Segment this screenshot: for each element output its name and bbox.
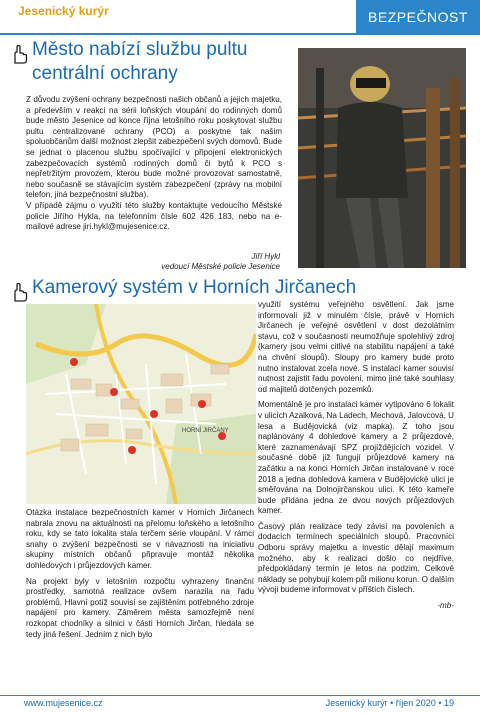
page-header: [0, 0, 480, 34]
article1-paragraph: V případě zájmu o využití této služby kontaktujte vedoucího Městské policie Jiřího Hykla, na telefonním čísle 602 426 183, nebo na e-mailové adrese jiri.hykl@mujesenice.cz.: [26, 200, 282, 232]
pointing-hand-icon: [10, 282, 30, 302]
article2-paragraph: využití systému veřejného osvětlení. Jak jsme informovali již v minulém čísle, právě v Horních Jirčanech je veřejné osvětlení v dost dezolátním stavu, což v současnosti neumožňuje spolehlivý zdroj (kamery jsou velmi citlivé na stabilitu napájení a také na chvění sloupů). Sloupy pro kamery bude proto nutno instalovat zcela nové. S instalací kamer souvisí nutnost zajistit řadu povolení, mimo jiné také souhlasy od majitelů dotčených pozemků.: [258, 300, 454, 394]
article2-paragraph: Na projekt byly v letošním rozpočtu vyhrazeny finanční prostředky, samotná realizace ovšem narazila na řadu problémů. Hlavní potíž souvisí se zajištěním potřebného zdroje napájení pro kamery. Záměrem města samozřejmě není rozkopat chodníky a silnici v části Horních Jirčan, hledala se tedy jiná řešení. Jedním z nich bylo: [26, 576, 254, 639]
brand-name: Jesenický kurýr: [18, 4, 109, 18]
camera-locations-map: [26, 304, 256, 504]
article1-signature: [161, 252, 280, 273]
article1-title: Město nabízí službu pultu centrální ochrany: [32, 39, 248, 84]
article2-title: Kamerový systém v Horních Jirčanech: [32, 277, 357, 298]
article2-right-column: [258, 300, 454, 612]
map-area-label: HORNÍ JIRČANY: [182, 428, 229, 434]
article1-body: [26, 95, 282, 233]
page-footer: [0, 695, 480, 714]
footer-issue: Jesenický kurýr • říjen 2020 • 19: [325, 698, 454, 708]
article2-paragraph: Časový plán realizace tedy závisí na povoleních a dodacích termínech speciálních sloupů. Pracovníci Odboru správy majetku a investic dělají maximum možného, aby k realizaci došlo co nejdříve, předpokládaný termín je letos na podzim. Celkové náklady se pohybují kolem půl milionu korun. O dalším vývoji budeme informovat v příštích číslech.: [258, 521, 454, 595]
header-rule: [0, 33, 480, 35]
section-tab: BEZPEČNOST: [356, 0, 480, 34]
article1-paragraph: Z důvodu zvýšení ochrany bezpečnosti našich občanů a jejich majetku, a především v reakci na sérii loňských vloupání do rodinných domů bude město Jesenice od konce října letošního roku poskytovat službu pultu centralizované ochrany (PCO) a poskytne tak našim spoluobčanům další možnost zlepšit zabezpečení svých domovů. Bude se jednat o placenou službu spočívající v připojení elektronických zabezpečovacích systémů rodinných domů či bytů k PCO s nepřetržitým provozem, kterou bude možné provozovat samostatně, nebo současně se stávajícím systém zabezpečení (zprávy na mobilní telefon, jiná bezpečnostní služba).: [26, 95, 282, 200]
article2-paragraph: Otázka instalace bezpečnostních kamer v Horních Jirčanech nabrala znovu na aktuálnosti na přelomu loňského a letošního roku, kdy se tato lokalita stala terčem série vloupání. V rámci snahy o zvýšení bezpečnosti se v návaznosti na iniciativu skupiny místních občanů připravuje montáž několika dohledových i průjezdových kamer.: [26, 508, 254, 570]
security-camera-photo: [298, 48, 466, 268]
signature-name: Jiří Hykl: [251, 252, 280, 261]
article2-left-column: [26, 508, 254, 645]
footer-url[interactable]: www.mujesenice.cz: [24, 698, 103, 708]
article2-author: -mb-: [437, 601, 454, 611]
signature-role: vedoucí Městské policie Jesenice: [161, 262, 280, 272]
pointing-hand-icon: [10, 44, 30, 64]
article2-paragraph: Momentálně je pro instalaci kamer vytipováno 6 lokalit v ulicích Azalková, Na Ladech, Mechová, Jalovcová, U lesa a Budějovická (viz mapka). Z toho jsou naplánovány 4 dohledové kamery a 2 průjezdové, které zaznamenávají SPZ projíždějících vozidel. V současné době již fungují průjezdové kamery na začátku a na konci Horních Jirčan instalované v roce 2018 a jedna dohledová kamera v Budějovické ulici je směřována na Dolnojirčanskou ulici. K této kameře bude přidána jedna ze dvou nových průjezdových kamer.: [258, 400, 454, 516]
